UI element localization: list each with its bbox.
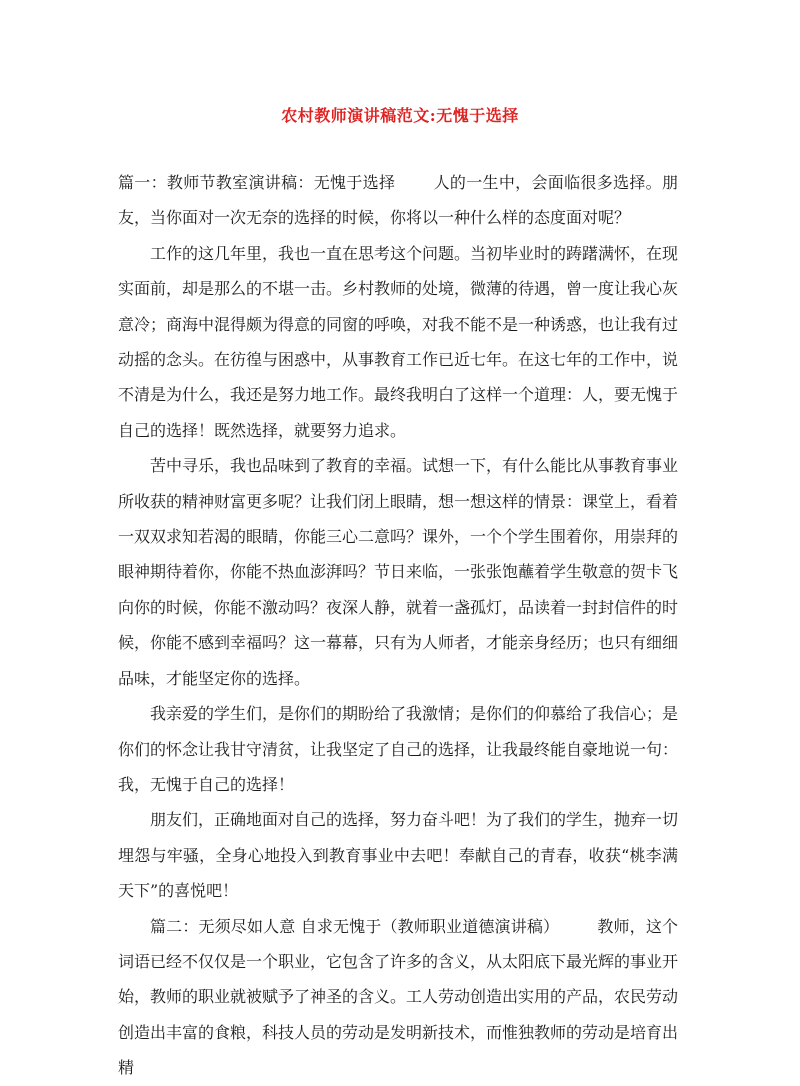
body-paragraph: 工作的这几年里，我也一直在思考这个问题。当初毕业时的踌躇满怀，在现实面前，却是那么的不堪一击。乡村教师的处境，微薄的待遇，曾一度让我心灰意冷；商海中混得颇为得意的同窗的呼唤，对我不能不是一种诱惑，也让我有过动摇的念头。在彷徨与困惑中，从事教育工作已近七年。在这七年的工作中，说不清是为什么，我还是努力地工作。最终我明白了这样一个道理：人，要无愧于自己的选择！既然选择，就要努力追求。 [118,243,679,440]
section-1-heading: 篇一：教师节教室演讲稿：无愧于选择 [118,173,396,192]
section-2-paragraph [118,909,678,1086]
section-2-heading: 篇二：无须尽如人意 自求无愧于（教师职业道德演讲稿） [150,916,560,936]
body-paragraph: 苦中寻乐，我也品味到了教育的幸福。试想一下，有什么能比从事教育事业所收获的精神财富更多呢？让我们闭上眼睛，想一想这样的情景：课堂上，看着一双双求知若渴的眼睛，你能三心二意吗？课外，一个个学生围着你，用崇拜的眼神期待着你，你能不热血澎湃吗？节日来临，一张张饱蘸着学生敬意的贺卡飞向你的时候，你能不激动吗？夜深人静，就着一盏孤灯，品读着一封封信件的时候，你能不感到幸福吗？这一幕幕，只有为人师者，才能亲身经历；也只有细细品味，才能坚定你的选择。 [118,456,679,688]
section-1-lead: 人的一生中，会面临很多选择。朋友，当你面对一次无奈的选择的时候，你将以一种什么样的态度面对呢？ [118,173,678,228]
section-2-lead: 教师，这个词语已经不仅仅是一个职业，它包含了许多的含义，从太阳底下最光辉的事业开始，教师的职业就被赋予了神圣的含义。工人劳动创造出实用的产品，农民劳动创造出丰富的食粮，科技人员的劳动是发明新技术，而惟独教师的劳动是培育出精 [118,916,679,1078]
document-title: 农村教师演讲稿范文:无愧于选择 [281,106,519,125]
section-1-paragraph [118,165,678,236]
document-body [118,165,678,1086]
body-paragraph: 我亲爱的学生们，是你们的期盼给了我激情；是你们的仰慕给了我信心；是你们的怀念让我甘守清贫，让我坚定了自己的选择，让我最终能自豪地说一句：我，无愧于自己的选择！ [118,704,679,794]
body-paragraph: 朋友们，正确地面对自己的选择，努力奋斗吧！为了我们的学生，抛弃一切埋怨与牢骚，全身心地投入到教育事业中去吧！奉献自己的青春，收获“桃李满天下”的喜悦吧！ [118,810,679,901]
